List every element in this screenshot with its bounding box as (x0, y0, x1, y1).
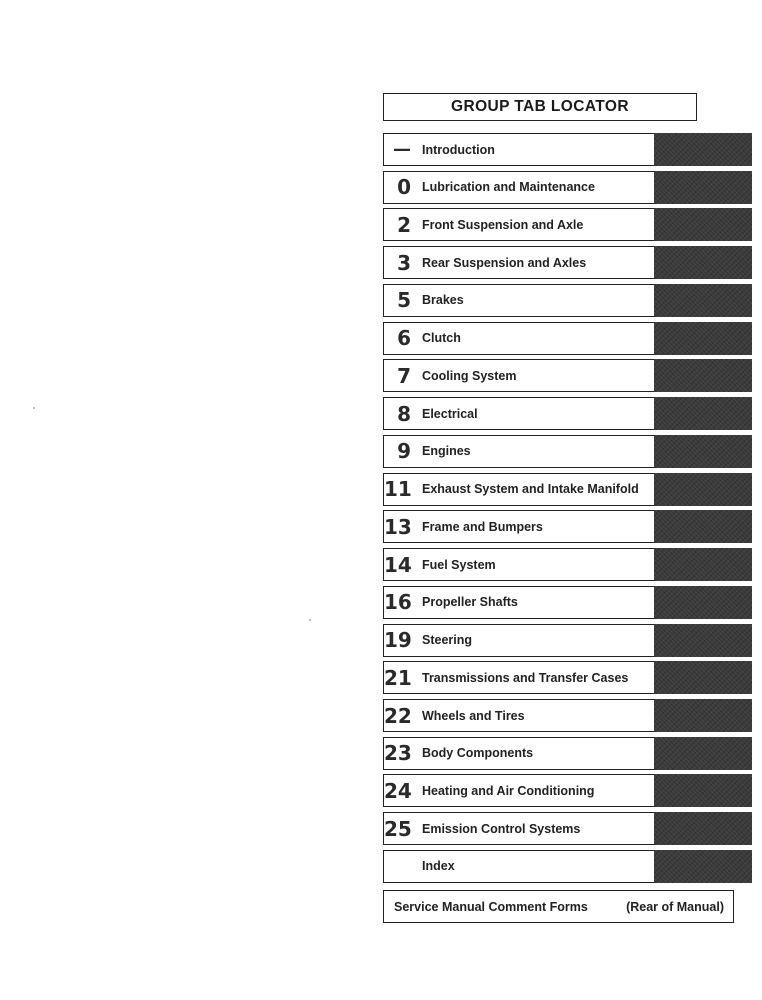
tab-row[interactable] (383, 661, 752, 694)
tab-number: 9 (397, 439, 411, 464)
scan-speck (309, 619, 311, 621)
tab-row[interactable] (383, 322, 752, 355)
tab-number: 25 (384, 816, 412, 841)
tab-edge-marker (654, 284, 752, 317)
tab-number: 21 (384, 665, 412, 690)
tab-label-box (383, 699, 654, 732)
tab-label: Brakes (422, 293, 464, 308)
tab-edge-marker (654, 812, 752, 845)
tab-label: Emission Control Systems (422, 821, 581, 836)
tab-edge-marker (654, 510, 752, 543)
tab-label: Fuel System (422, 557, 496, 572)
tab-label: Clutch (422, 331, 461, 346)
tab-label-box (383, 435, 654, 468)
tab-label-box (383, 812, 654, 845)
tab-row[interactable] (383, 699, 752, 732)
tab-label-box (383, 586, 654, 619)
tab-edge-marker (654, 548, 752, 581)
tab-row[interactable] (383, 586, 752, 619)
tab-label: Index (422, 859, 455, 874)
tab-label-box (383, 246, 654, 279)
tab-label: Lubrication and Maintenance (422, 180, 595, 195)
tab-label: Body Components (422, 746, 534, 761)
tab-row[interactable] (383, 284, 752, 317)
tab-label-box (383, 359, 654, 392)
scan-speck (33, 407, 35, 409)
tab-label: Frame and Bumpers (422, 519, 543, 534)
tab-row[interactable] (383, 359, 752, 392)
tab-edge-marker (654, 208, 752, 241)
tab-label-box (383, 322, 654, 355)
tab-edge-marker (654, 171, 752, 204)
tab-edge-marker (654, 246, 752, 279)
tab-edge-marker (654, 435, 752, 468)
tab-row[interactable] (383, 208, 752, 241)
comment-forms-location: (Rear of Manual) (626, 899, 724, 914)
tab-edge-marker (654, 473, 752, 506)
tab-row[interactable] (383, 171, 752, 204)
tab-number: 16 (384, 590, 412, 615)
tab-edge-marker (654, 322, 752, 355)
tab-label-box (383, 284, 654, 317)
tab-number: 5 (397, 288, 411, 313)
tab-label: Exhaust System and Intake Manifold (422, 482, 639, 497)
tab-edge-marker (654, 661, 752, 694)
tab-number: 0 (397, 175, 411, 200)
comment-forms-box (383, 890, 734, 923)
tab-number: 2 (397, 212, 411, 237)
tab-row[interactable] (383, 774, 752, 807)
tab-edge-marker (654, 133, 752, 166)
tab-number: 24 (384, 778, 412, 803)
tab-row[interactable] (383, 397, 752, 430)
tab-label-box (383, 397, 654, 430)
tab-number: 22 (384, 703, 412, 728)
tab-edge-marker (654, 699, 752, 732)
tab-label-box (383, 510, 654, 543)
tab-number: 13 (384, 514, 412, 539)
tab-label: Wheels and Tires (422, 708, 525, 723)
tab-edge-marker (654, 774, 752, 807)
tab-label: Engines (422, 444, 471, 459)
tab-number: 7 (397, 363, 411, 388)
tab-edge-marker (654, 737, 752, 770)
tab-number: 23 (384, 741, 412, 766)
tab-row[interactable] (383, 737, 752, 770)
tab-number: 3 (397, 250, 411, 275)
tab-label-box (383, 661, 654, 694)
tab-row[interactable] (383, 133, 752, 166)
tab-label: Transmissions and Transfer Cases (422, 670, 629, 685)
tab-row[interactable] (383, 812, 752, 845)
tab-number: 14 (384, 552, 412, 577)
tab-row[interactable] (383, 850, 752, 883)
tab-label: Steering (422, 633, 473, 648)
tab-label-box (383, 774, 654, 807)
tab-label-box (383, 171, 654, 204)
tab-label-box (383, 850, 654, 883)
tab-row[interactable] (383, 548, 752, 581)
tab-row[interactable] (383, 473, 752, 506)
tab-label: Propeller Shafts (422, 595, 518, 610)
tab-number: 11 (384, 477, 412, 502)
page-title: GROUP TAB LOCATOR (383, 93, 697, 121)
tab-label-box (383, 473, 654, 506)
tab-row[interactable] (383, 510, 752, 543)
tab-label: Cooling System (422, 368, 517, 383)
tab-label: Front Suspension and Axle (422, 217, 584, 232)
tab-row[interactable] (383, 435, 752, 468)
tab-number: — (393, 139, 411, 160)
tab-edge-marker (654, 359, 752, 392)
tab-label: Heating and Air Conditioning (422, 783, 595, 798)
tab-edge-marker (654, 850, 752, 883)
tab-number: 8 (397, 401, 411, 426)
tab-edge-marker (654, 586, 752, 619)
tab-label: Introduction (422, 142, 495, 157)
tab-label-box (383, 208, 654, 241)
tab-label: Rear Suspension and Axles (422, 255, 587, 270)
tab-label-box (383, 737, 654, 770)
tab-edge-marker (654, 624, 752, 657)
tab-label-box (383, 624, 654, 657)
tab-number: 6 (397, 326, 411, 351)
tab-edge-marker (654, 397, 752, 430)
comment-forms-label: Service Manual Comment Forms (394, 899, 588, 914)
tab-number: 19 (384, 628, 412, 653)
tab-label: Electrical (422, 406, 478, 421)
group-tab-list (383, 133, 752, 888)
tab-label-box (383, 133, 654, 166)
tab-row[interactable] (383, 246, 752, 279)
tab-row[interactable] (383, 624, 752, 657)
tab-label-box (383, 548, 654, 581)
